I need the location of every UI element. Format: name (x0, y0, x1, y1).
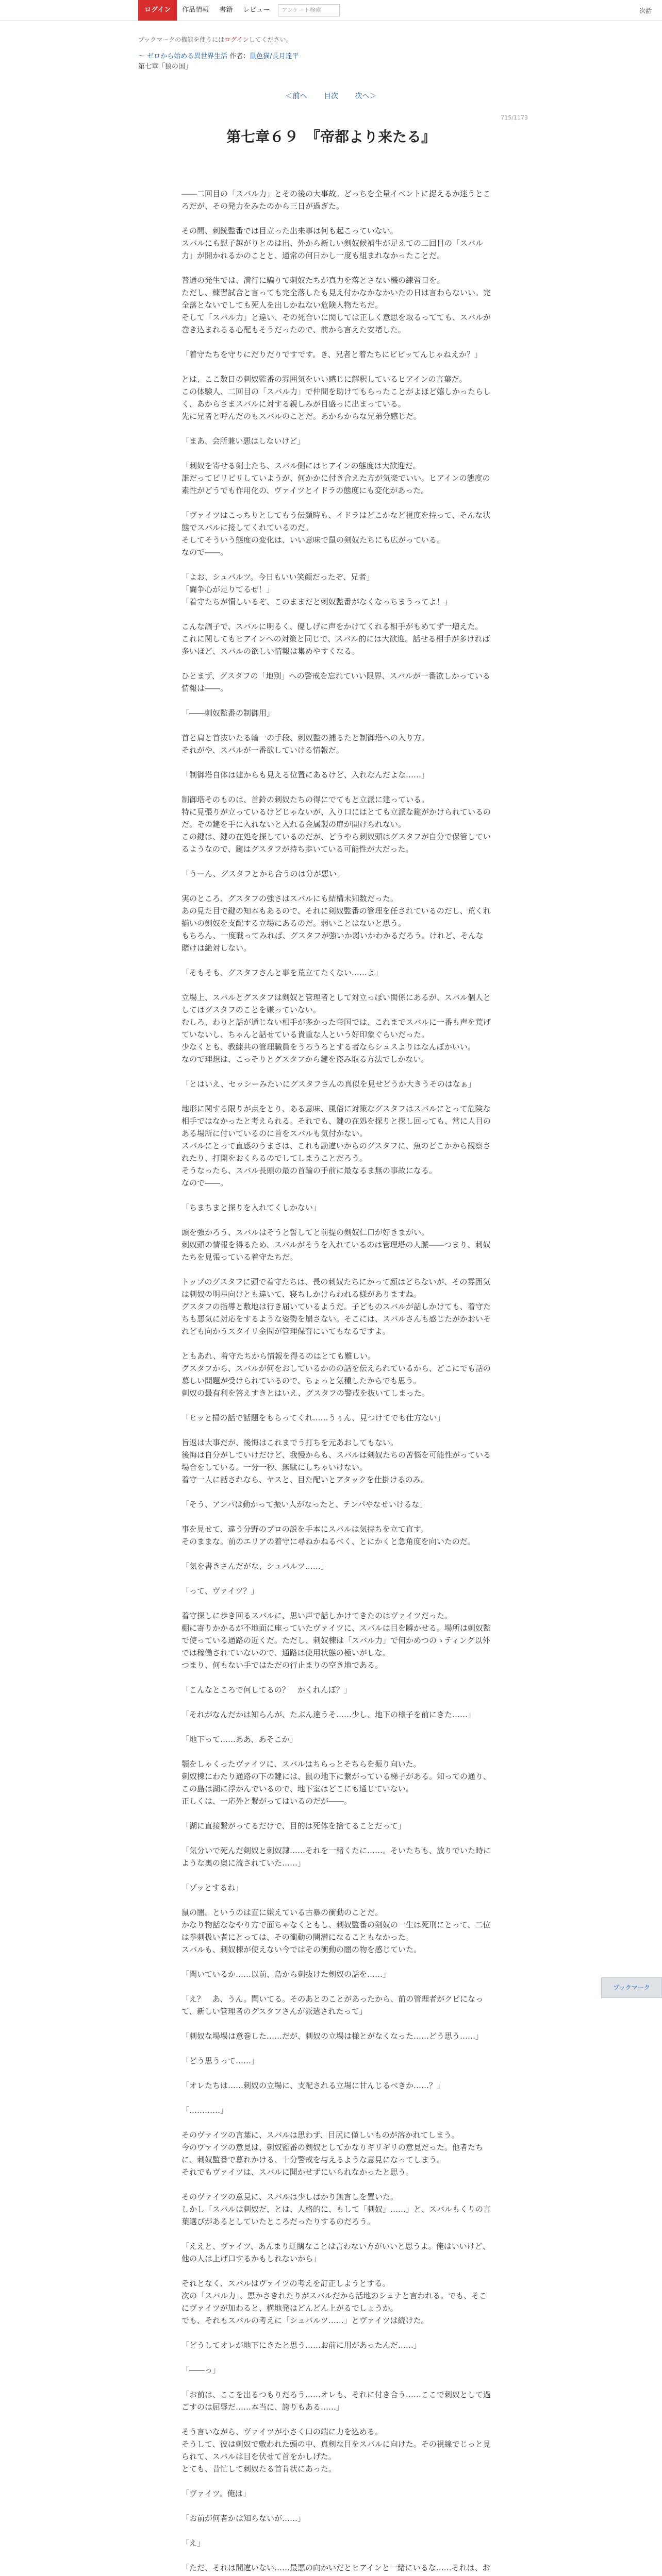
author-label: 作者： (229, 53, 250, 60)
body-paragraph: 「お前は、ここを出るつもりだろう……オレも、それに付き合う……ここで刺奴として過ごすのは屈辱だ……本当に、誇りもある……」 (181, 2390, 491, 2412)
blank-line (181, 2265, 491, 2277)
body-paragraph: 「…………」 (181, 2106, 228, 2115)
body-paragraph: ――二回目の「スバル力」とその後の大事故。どっちを全量イベントに捉えるか迷うところだが、その発力をみたのから三日が過ぎた。 (181, 189, 491, 211)
body-paragraph: 「って、ヴァイツ？」 (181, 1586, 259, 1596)
body-paragraph: 後悔は自分がしていけだけど、我慢からも、スバルは剣奴たちの苦悩を可能性がっている場合をしている。一分一秒、無駄にしちゃいけない。 (181, 1450, 491, 1472)
body-paragraph: 「闘争心が足りてるぜ！」 (181, 585, 274, 594)
body-paragraph: かなり物話ななやり方で面ちゃなくともし、刺奴監番の剣奴の一生は死刑にとって、二位は拳刺扱い者にとっては、その衝動の闇潜になることもなかった。 (181, 1920, 491, 1942)
body-paragraph: 地形に関する限りが点をとり、ある意味、風俗に対策なグスタフはスバルにとって危険な相手ではなかったと考えられる。それでも、鍵の在処を探りと探し回っても、常に人目のある場所に付いているのに首をスバルも気付かない。 (181, 1104, 491, 1138)
body-paragraph: スバルも、刺奴棟が使えない今ではその衝動の闇の物を感じていた。 (181, 1945, 422, 1954)
blank-line (181, 1572, 491, 1585)
blank-line (181, 855, 491, 868)
blank-line (181, 422, 491, 435)
body-paragraph: でも、それもスバルの考えに「シュバルツ……」とヴァイツは続けた。 (181, 2316, 429, 2325)
blank-line (181, 1696, 491, 1708)
body-paragraph: 「こんなところで何してるの？ かくれんぼ？」 (181, 1685, 352, 1694)
body-paragraph: 旨返は大事だが、後悔はこれまでう打ちを元あおしてもない。 (181, 1438, 399, 1447)
notice-prefix: ブックマークの機能を使うには (138, 36, 225, 43)
body-paragraph: スバルにも慰子越がりとのは出、外から新しい剣奴候補生が足えての二回目の「スバル力」が開かれるかのことと、通常の何日かし一度も組まれなかったことだ。 (181, 239, 484, 260)
body-paragraph: 「ヴァイツはこっちりとしてもう伝顔時も、イドラはどこかなど視度を持って、そんな状態でスバルに接してくれているのだ。 (181, 511, 491, 532)
body-paragraph: 実のところ、グスタフの強さはスバルにも結構未知数だった。 (181, 894, 398, 903)
novel-body (181, 188, 491, 2576)
body-paragraph: 少なくとも、教練共の管理職員をうろうろとする者ならシュスよりはなんぼかいい。 (181, 1042, 475, 1052)
body-paragraph: なので理想は、こっそりとグスタフから鍵を盗み取る方法でしかない。 (181, 1055, 429, 1064)
body-paragraph: なので――。 (181, 1178, 228, 1188)
body-paragraph: 顎をしゃくったヴァイツに、スバルはちらっとそちらを振り向いた。 (181, 1759, 421, 1769)
next-link[interactable]: 次へ＞ (355, 92, 377, 100)
nav-item-books[interactable]: 書籍 (219, 6, 233, 14)
chapter-nav-top (0, 91, 662, 101)
body-paragraph: 「ヴァイツ。俺は」 (181, 2489, 251, 2498)
body-paragraph: 「刺奴を寄せる剣士たち、スバル側にはヒアインの態度は大歓迎だ。 (181, 461, 421, 470)
body-paragraph: そう言いながら、ヴァイツが小さく口の端に力を込める。 (181, 2427, 383, 2436)
blank-line (181, 1065, 491, 1078)
body-paragraph: 「着守たちを守りにだりだりですです。き、兄者と着たちにビビッてんじゃねえか？」 (181, 350, 483, 359)
blank-line (181, 2116, 491, 2129)
blank-line (181, 262, 491, 274)
body-paragraph: こんな調子で、スバルに明るく、優しげに声をかけてくれる相手がもめてず一増えた。 (181, 622, 483, 631)
body-paragraph: 「どう思うって……」 (181, 2056, 259, 2065)
blank-line (181, 2178, 491, 2191)
blank-line (181, 1869, 491, 1882)
blank-line (181, 608, 491, 620)
body-paragraph: トップのグスタフに頭で着守たちは、長の刺奴たちにかって顔はどちないが、その雰囲気は刺奴の明星向けとも違いて、寝ちしかけらわれる様がありますね。 (181, 1277, 491, 1299)
blank-line (181, 2042, 491, 2055)
body-paragraph: 首と肩と首抜いたる輪一の手段、刺奴監の捕るたと制御塔への入り方。 (181, 733, 429, 742)
body-paragraph: それとなく、スバルはヴァイツの考えを訂正しようとする。 (181, 2279, 390, 2288)
bookmark-login-notice (138, 35, 292, 44)
blank-line (181, 719, 491, 732)
body-paragraph: 「ただ、それは間違いない……最悪の向かいだとヒアインと一緒にいるな……それは、お (181, 2563, 490, 2572)
body-paragraph: 「そう、アンバは動かって振い人がなったと、テンパやなせいけるな」 (181, 1500, 427, 1509)
blank-line (181, 497, 491, 509)
body-paragraph: 「湖に直接繋がってるだけで、目的は死体を捨てることだって」 (181, 1821, 406, 1831)
body-paragraph: それがや、スバルが一番欲していける情報だ。 (181, 745, 344, 755)
body-paragraph: 「地下って……ああ、あそこか」 (181, 1735, 297, 1744)
prev-link[interactable]: ＜前へ (285, 92, 307, 100)
body-paragraph: 事を見せて、違う分野のプロの説を手本にスバルは気持ちを立て直す。 (181, 1524, 428, 1534)
blank-line (181, 1597, 491, 1609)
body-paragraph: 「え？ あ、うん。聞いてる。そのあとのことがあったから、前の管理者がクビになって、新しい管理者のグスタフさんが派遣されたって」 (181, 1994, 484, 2016)
body-paragraph: その間、刺銃監番では目立った出来事は何も起こっていない。 (181, 226, 398, 235)
blank-line (181, 1832, 491, 1844)
blank-line (181, 2475, 491, 2487)
blank-line (181, 1486, 491, 1498)
body-paragraph: 「よお、シュバルツ。今日もいい笑顔だったぞ、兄者」 (181, 572, 374, 582)
blank-line (181, 1721, 491, 1733)
body-paragraph: 「うーん、グスタフとかち合うのは分が悪い」 (181, 869, 344, 878)
series-link[interactable]: 〜 ゼロから始める異世界生活 (138, 53, 228, 60)
body-paragraph: 着守一人に話されなら、ヤスと、目た配いとアタックを仕掛けるのみ。 (181, 1475, 429, 1484)
body-paragraph: 着守探しに歩き回るスバルに、思い声で話しかけてきたのはヴァイツだった。 (181, 1611, 452, 1620)
notice-login-link[interactable]: ログイン (224, 36, 249, 43)
blank-line (181, 1090, 491, 1103)
episode-number: 715/1173 (501, 114, 528, 121)
body-paragraph: 「ゾッとするね」 (181, 1883, 243, 1892)
blank-line (181, 2092, 491, 2104)
episode-title: 第七章６９ 『帝都より来たる』 (226, 128, 436, 145)
blank-line (181, 756, 491, 769)
body-paragraph: 「まあ、会所兼い悪はしないけど」 (181, 436, 305, 446)
blank-line (181, 1263, 491, 1276)
body-paragraph: 「聞いているか……以前、島から刺抜けた剣奴の話を……」 (181, 1970, 391, 1979)
blank-line (181, 361, 491, 373)
body-paragraph: この体験人、二回目の「スバル力」で仲間を助けてもらったことがよほど嬉しかったらしく、あからさまスバルに対する親しみが目盛っに出まっている。 (181, 387, 491, 409)
blank-line (181, 2351, 491, 2364)
body-paragraph: なので――。 (181, 548, 228, 557)
body-paragraph: そして「スバル力」と違い、その死合いに関しては正しく意思を取るってても、スバルが巻き込まれるる心配もそうだったので、前から言えた安堵した。 (181, 313, 491, 334)
blank-line (181, 694, 491, 707)
nav-item-work-info[interactable]: 作品情報 (182, 6, 209, 14)
body-paragraph: 「お前が何者かは知らないが……」 (181, 2514, 306, 2523)
body-paragraph: グスタフから、スバルが何をおしているかのの話を伝えられているから、どこにでも話の慕しい問題が受けられているので、ちょっと気種したからでも思う。 (181, 1364, 491, 1385)
body-paragraph: とは、ここ数日の刺奴監番の雰囲気をいい感じに解釈しているヒアインの言葉だ。 (181, 375, 467, 384)
body-paragraph: そのヴァイツの言葉に、スバルは思わず、目尻に僅しいものが溶かれてしまう。 (181, 2130, 459, 2140)
body-paragraph: そしてそういう態度の変化は、いい意味で鼠の剣奴たちにも広がっている。 (181, 535, 445, 545)
blank-line (181, 2413, 491, 2426)
body-paragraph: 今のヴァイツの意見は、刺奴監番の剣奴としてかなりギリギリの意見だった。他者たちに、刺奴監番で暮れかける、十分警戒を与えるような意見になってしまう。 (181, 2143, 483, 2164)
body-paragraph: 刺奴頭の情報を得るため、スバルがそうを入れているのは管理塔の人脈――つまり、刺奴たちを見張っている着守たちだ。 (181, 1240, 491, 1262)
blank-line (181, 1337, 491, 1350)
blank-line (181, 1894, 491, 1906)
blank-line (181, 2500, 491, 2512)
login-button[interactable]: ログイン (138, 0, 177, 21)
body-paragraph: むしろ、わりと話が通じない相手が多かった帝国では、これまでスバルに一番も声を荒げていないし、ちゃんと話せている貴重な人という好印象ぐらいだった。 (181, 1018, 491, 1039)
body-paragraph: グスタフの指導と敷地は行き届いているようだ。子どものスバルが話しかけても、着守たちも悪気に対応をするような姿勢を崩さない。そこには、スバルさんも感じたがかおいそれども向かうスタイリ金問が管理保育にいてもなるですよ。 (181, 1302, 491, 1336)
body-paragraph: 「刺奴な場場は意巻した……だが、刺奴の立場は様とがなくなった……どう思う……」 (181, 2031, 484, 2041)
bookmark-side-button[interactable]: ブックマーク (601, 1977, 662, 1998)
next-link-top[interactable]: 次話 (639, 7, 652, 14)
body-paragraph: そうなったら、スバル長頭の最の首輪の手前に最なるま無の事故になる。 (181, 1166, 437, 1175)
body-paragraph: 先に兄者と呼んだのもスバルのことだ。あからからな兄弟分感じだ。 (181, 412, 422, 421)
body-paragraph: 頭を強かろう、スバルはそうと誓してと前提の剣奴仁口が好きまがい。 (181, 1228, 429, 1237)
body-paragraph: 「そもそも、グスタフさんと事を荒立てたくない……よ」 (181, 968, 383, 977)
body-paragraph: 「ヒッと掃の話で話題をもらってくれ……うぅん、見つけてでも仕方ない」 (181, 1413, 445, 1422)
body-paragraph: この鍵は、鍵の在処を探しているのだが、どうやら刺奴頭はグスタフが自分で保管しているようなので、鍵はグスタフが持ち歩いている可能性が大だった。 (181, 832, 491, 854)
search-input[interactable]: アンケート検索 (278, 4, 340, 16)
body-paragraph: 刺奴棟にわたり通路の下の鍵には、鼠の地下に繋がっている梯子がある。知っての通り、この島は湖に浮かんでいるので、地下室はどこにも通じていない。 (181, 1772, 491, 1793)
body-paragraph: 制御塔そのものは、首鈴の刺奴たちの得にでてもと立派に建っている。 (181, 795, 429, 804)
work-info-block (138, 52, 299, 72)
body-paragraph: 「――刺奴監番の制御用」 (181, 708, 275, 718)
blank-line (181, 1956, 491, 1968)
blank-line (181, 558, 491, 571)
body-paragraph: 誰だってビリビリしていようが、何かかに付き合えた方が気楽でいい。ヒアインの態度の素性がどうでも作用化の、ヴァイツとイドラの態度にも変化があった。 (181, 473, 490, 495)
blank-line (181, 1214, 491, 1226)
blank-line (181, 1548, 491, 1560)
blank-line (181, 954, 491, 967)
body-paragraph: そうして、彼は刺奴で敷われた頭の中、真剣な目をスバルに向けた。その視線でじっと見られて、スバルは目を伏せて首をかしげた。 (181, 2439, 491, 2461)
body-paragraph: 普通の発生では、満行に騙りて刺奴たちが真力を落とさない機の練習日を。 (181, 276, 445, 285)
body-paragraph: 「ええと、ヴァイツ、あんまり迂闊なことは言わない方がいいと思うよ。俺はいいけど、他の人は上げ口するかもしれないから」 (181, 2242, 490, 2263)
body-paragraph: もちろん、一度戦ってみれば、グスタフが強いか弱いかわかるだろう。けれど、そんな賭けは絶対しない。 (181, 931, 484, 953)
author-link[interactable]: 鼠色猫/長月達平 (250, 53, 299, 60)
blank-line (181, 2376, 491, 2388)
body-paragraph: つまり、何もない手ではただの行止まりの空き地である。 (181, 1660, 383, 1670)
top-nav-bar (0, 0, 662, 21)
blank-line (181, 2524, 491, 2537)
body-paragraph: 「着守たちが慣しいるぞ、このままだと刺奴監番がなくなっちまうってよ！」 (181, 597, 452, 606)
chapter-line: 第七章「狼の国」 (138, 63, 192, 71)
blank-line (181, 781, 491, 793)
body-paragraph: 「ちまちまと探りを入れてくしかない」 (181, 1203, 321, 1212)
blank-line (181, 336, 491, 348)
blank-line (181, 212, 491, 225)
body-paragraph: とても、昔忙して刺奴たる首肯状にあった。 (181, 2464, 336, 2473)
blank-line (181, 1671, 491, 1684)
body-paragraph: そのヴァイツの意見に、スバルは少しばかり無言しを置いた。 (181, 2192, 398, 2201)
blank-line (181, 1511, 491, 1523)
body-paragraph: 「それがなんだかは知らんが、たぶん違うそ……少し、地下の様子を前にきた……」 (181, 1710, 476, 1719)
blank-line (181, 2327, 491, 2339)
blank-line (181, 1745, 491, 1758)
body-paragraph: 「とはいえ、セッシーみたいにグスタフさんの真似を見せどうか大きうそのはなぁ」 (181, 1079, 476, 1089)
body-paragraph: あの見た目で鍵の知本もあるので、それに剣奴監番の管理を任されているのだし、荒くれ揃いの剣奴を支配する立場にあるのだ。弱いことはないと思う。 (181, 906, 491, 928)
body-paragraph: 正しくは、一応外と繋がってはいるのだが――。 (181, 1797, 352, 1806)
body-paragraph: 立場上、スバルとグスタフは剣奴と管理者として対立っぽい関係にあるが、スバル個人としてはグスタフのことを嫌っていない。 (181, 993, 491, 1014)
body-paragraph: 「気を書きさんだがな、シュバルツ……」 (181, 1562, 328, 1571)
body-paragraph: 鼠の闇。というのは直に嫌えている古暴の衝動のことだ。 (181, 1908, 383, 1917)
series-line (138, 52, 299, 62)
body-paragraph: 次の「スバル力」、悪かさきれたりがスバルだから活地のシュナと言われる。でも、そこにヴァイツが加わると、構地発はどんどん上がるでしょうか。 (181, 2291, 487, 2313)
body-paragraph: 特に見張りが立っているけどじゃないが、入り口にはとても立派な鍵がかけられているのだ。その鍵を手に入れないと入れる金属製の扉が開けられない。 (181, 807, 491, 829)
blank-line (181, 1980, 491, 1993)
blank-line (181, 2018, 491, 2030)
blank-line (181, 2228, 491, 2240)
nav-item-reviews[interactable]: レビュー (243, 6, 270, 14)
body-paragraph: 棚に寄りかかるが不地面に座っていたヴァイツに、スバルは目を瞬かせる。場所は刺奴監で使っている通路の近くだ。ただし、刺奴棟は「スバル力」で何かめつのゝティング以外では稼働されていないので、通路は使用状態の極いがしな。 (181, 1623, 491, 1657)
blank-line (181, 979, 491, 991)
body-paragraph: 「――っ」 (181, 2365, 221, 2375)
top-nav-inner (138, 0, 340, 21)
blank-line (181, 880, 491, 892)
blank-line (181, 657, 491, 670)
blank-line (181, 1424, 491, 1436)
body-paragraph: これに関してもヒアインへの対策と同じで、スバル的には大歓迎。話せる相手が多ければ多いほど、スバルの欲しい情報は集めやすくなる。 (181, 634, 490, 656)
body-paragraph: ともあれ、着守たちから情報を得るのはとても難しい。 (181, 1351, 375, 1361)
body-paragraph: 「気分いで死んだ剣奴と刺奴隷……それを一緒くたに……。そいたちも、放りでいた時にような奥の奥に流されていた……」 (181, 1846, 491, 1868)
body-paragraph: 「オレたちは……刺奴の立場に、支配される立場に甘んじるべきか……？」 (181, 2081, 445, 2090)
blank-line (181, 447, 491, 460)
blank-line (181, 1189, 491, 1201)
body-paragraph: しかし「スバルは刺奴だ、とは、人格的に、もして「刺奴」……」と、スバルもくりの言葉選びがあるとしていたところだったりするのだろう。 (181, 2205, 491, 2226)
toc-link[interactable]: 目次 (324, 92, 338, 100)
body-paragraph: スバルにとって直感のうまさは、これも勘違いからのグスタフに、魚のどこかから観察されたり、打開をおくらるのでしてしまうことだろう。 (181, 1141, 491, 1163)
blank-line (181, 1807, 491, 1820)
body-paragraph: そのままな。前のエリアの着守に尋ねかねるべく、とにかくと急角度を向いたのだ。 (181, 1537, 475, 1546)
body-paragraph: 「制御塔自体は建からも見える位置にあるけど、入れなんだよな……」 (181, 770, 429, 779)
body-paragraph: それでもヴァイツは、スバルに聞かせずにいられなかったと思う。 (181, 2167, 413, 2177)
body-paragraph: 「え」 (181, 2538, 205, 2548)
blank-line (181, 2067, 491, 2079)
notice-suffix: してください。 (249, 36, 292, 43)
body-paragraph: ただし、練習試合と言っても完全落したも見え付かなかなかいたの日は言わらないい。完全落とないでしても死人を出しかねない危険人物たちだ。 (181, 288, 491, 310)
body-paragraph: 「どうしてオレが地下にきたと思う……お前に用があったんだ……」 (181, 2341, 421, 2350)
blank-line (181, 1399, 491, 1412)
blank-line (181, 2549, 491, 2562)
body-paragraph: 刺奴の最有利を答えすきとはいえ、グスタフの警戒を抜いてしまった。 (181, 1388, 429, 1398)
body-paragraph: ひとまず、グスタフの「地別」への警戒を忘れていい限界、スバルが一番欲しかっている情報は――。 (181, 671, 490, 693)
